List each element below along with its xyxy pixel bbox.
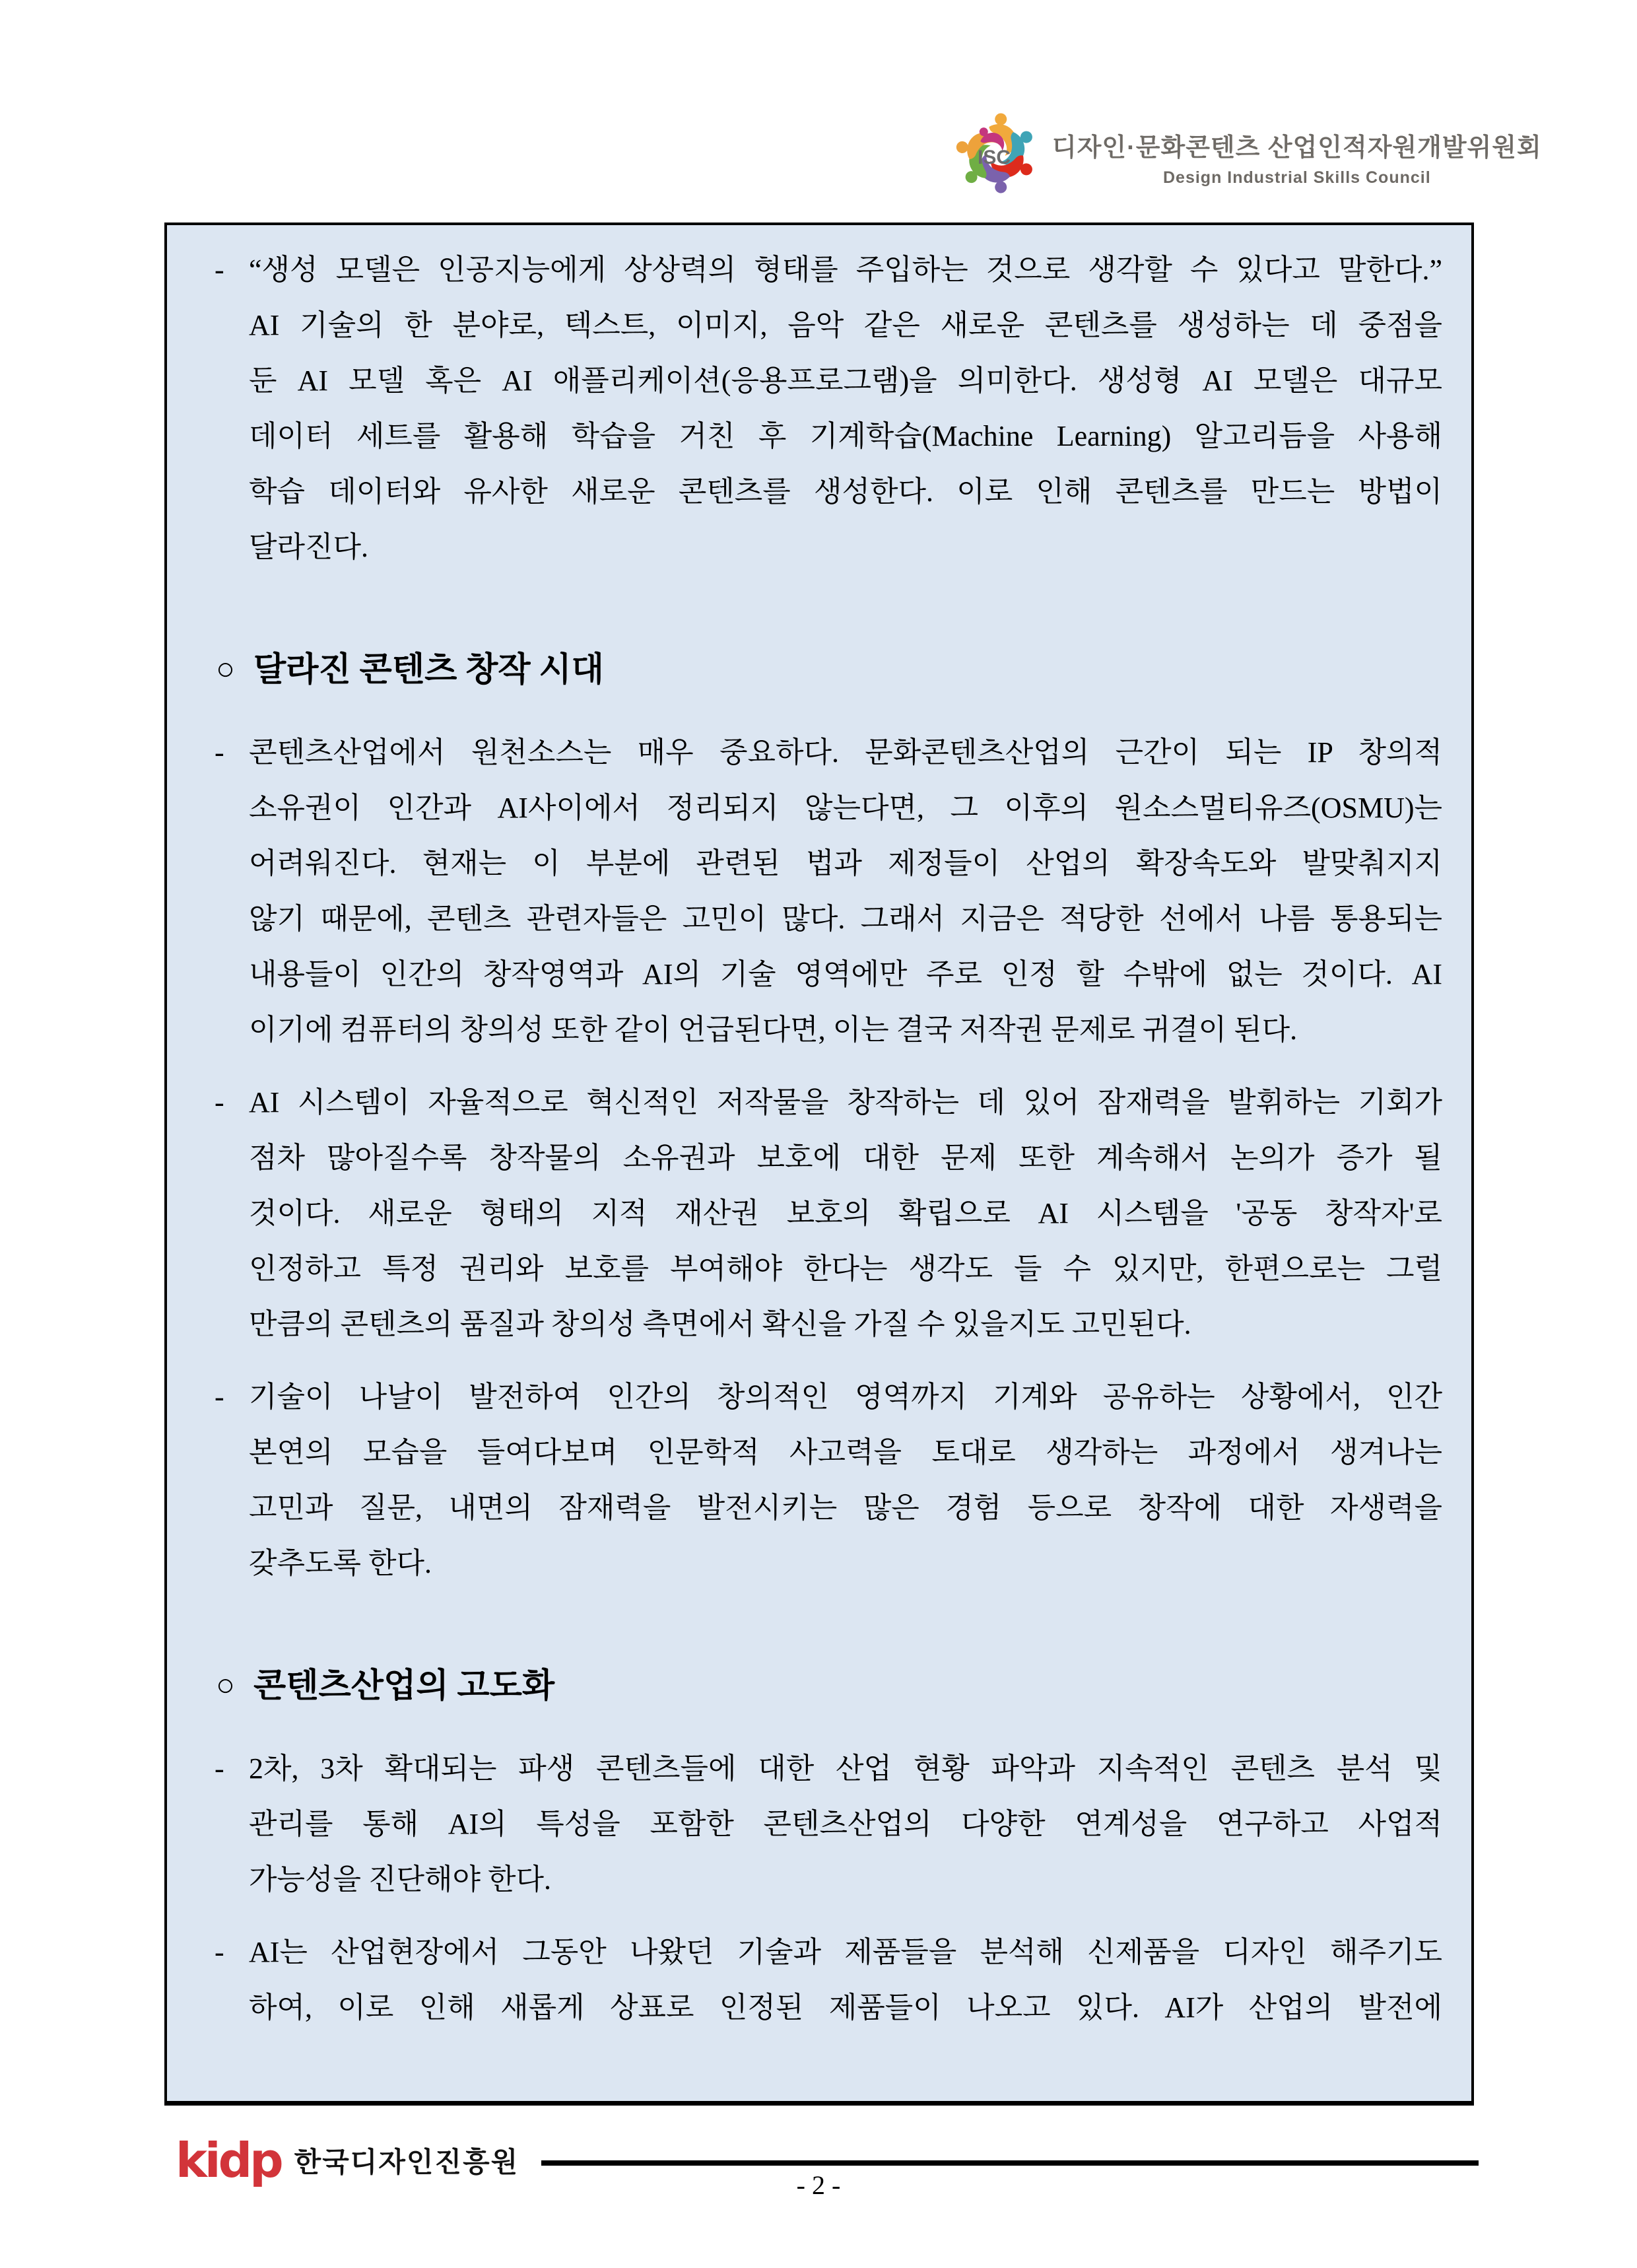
paragraph	[167, 1369, 1442, 1591]
org-subtitle: Design Industrial Skills Council	[1162, 168, 1431, 187]
text-line: 가능성을 진단해야 한다.	[249, 1863, 552, 1896]
dash-marker: -	[215, 254, 224, 286]
header	[948, 110, 1542, 197]
text-line: 데이터 세트를 활용해 학습을 거친 후 기계학습(Machine Learning) 알고리듬을 사용해	[249, 420, 1442, 452]
dash-marker: -	[215, 1381, 224, 1413]
text-line: 않기 때문에, 콘텐츠 관련자들은 고민이 많다. 그래서 지금은 적당한 선에서 나름 통용되는	[249, 903, 1442, 935]
text-line: 관리를 통해 AI의 특성을 포함한 콘텐츠산업의 다양한 연계성을 연구하고 사업적	[249, 1808, 1442, 1840]
text-line: 콘텐츠산업에서 원천소스는 매우 중요하다. 문화콘텐츠산업의 근간이 되는 IP 창의적	[249, 736, 1442, 769]
heading-bullet-icon: ○	[216, 652, 235, 687]
footer-divider-line	[541, 2160, 1479, 2166]
text-line: 하여, 이로 인해 새롭게 상표로 인정된 제품들이 나오고 있다. AI가 산업의 발전에	[249, 1991, 1442, 2024]
text-line: 것이다. 새로운 형태의 지적 재산권 보호의 확립으로 AI 시스템을 '공동 창작자'로	[249, 1197, 1442, 1229]
paragraph	[167, 1741, 1442, 1907]
kidp-logo: kidp	[176, 2133, 281, 2188]
text-line: 갖추도록 한다.	[249, 1547, 432, 1579]
text-line: 기술이 나날이 발전하여 인간의 창의적인 영역까지 기계와 공유하는 상황에서, 인간	[249, 1381, 1442, 1413]
text-line: 인정하고 특정 권리와 보호를 부여해야 한다는 생각도 들 수 있지만, 한편으로는 그럴	[249, 1253, 1442, 1285]
section-heading	[216, 642, 1442, 699]
content-box	[164, 223, 1474, 2106]
text-line: 어려워진다. 현재는 이 부분에 관련된 법과 제정들이 산업의 확장속도와 발맞춰지지	[249, 847, 1442, 879]
org-title: 디자인·문화콘텐츠 산업인적자원개발위원회	[1052, 134, 1542, 162]
paragraph	[167, 1075, 1442, 1352]
text-line: 이기에 컴퓨터의 창의성 또한 같이 언급된다면, 이는 결국 저작권 문제로 귀결이 된다.	[249, 1014, 1298, 1046]
paragraph	[167, 242, 1442, 575]
heading-text: 콘텐츠산업의 고도화	[253, 1668, 555, 1705]
paragraph	[167, 725, 1442, 1058]
text-line: 고민과 질문, 내면의 잠재력을 발전시키는 많은 경험 등으로 창작에 대한 자생력을	[249, 1492, 1442, 1524]
text-line: AI 기술의 한 분야로, 텍스트, 이미지, 음악 같은 새로운 콘텐츠를 생성하는 데 중점을	[249, 309, 1442, 341]
page-number: - 2 -	[796, 2170, 841, 2200]
text-line: 달라진다.	[249, 531, 369, 563]
isc-logo-text: ISC	[978, 147, 1011, 168]
dash-marker: -	[215, 1752, 224, 1785]
isc-logo	[948, 110, 1042, 197]
dash-marker: -	[215, 1086, 224, 1118]
heading-text: 달라진 콘텐츠 창작 시대	[253, 652, 604, 689]
dash-marker: -	[215, 736, 224, 769]
paragraph	[167, 1925, 1442, 2036]
document-blocks	[167, 242, 1442, 2036]
section-heading	[216, 1659, 1442, 1715]
text-line: 점차 많아질수록 창작물의 소유권과 보호에 대한 문제 또한 계속해서 논의가 증가 될	[249, 1142, 1442, 1174]
text-line: 본연의 모습을 들여다보며 인문학적 사고력을 토대로 생각하는 과정에서 생겨나는	[249, 1436, 1442, 1468]
text-line: 둔 AI 모델 혹은 AI 애플리케이션(응용프로그램)을 의미한다. 생성형 AI 모델은 대규모	[249, 364, 1442, 397]
text-line: 만큼의 콘텐츠의 품질과 창의성 측면에서 확신을 가질 수 있을지도 고민된다.	[249, 1308, 1191, 1340]
heading-bullet-icon: ○	[216, 1668, 235, 1703]
footer-org-name: 한국디자인진흥원	[294, 2147, 519, 2178]
text-line: 내용들이 인간의 창작영역과 AI의 기술 영역에만 주로 인정 할 수밖에 없는 것이다. AI	[249, 958, 1442, 990]
text-line: “생성 모델은 인공지능에게 상상력의 형태를 주입하는 것으로 생각할 수 있다고 말한다.”	[249, 254, 1442, 286]
dash-marker: -	[215, 1936, 224, 1968]
text-line: 학습 데이터와 유사한 새로운 콘텐츠를 생성한다. 이로 인해 콘텐츠를 만드는 방법이	[249, 475, 1442, 508]
text-line: 소유권이 인간과 AI사이에서 정리되지 않는다면, 그 이후의 원소스멀티유즈(OSMU)는	[249, 792, 1442, 824]
text-line: AI 시스템이 자율적으로 혁신적인 저작물을 창작하는 데 있어 잠재력을 발휘하는 기회가	[249, 1086, 1442, 1118]
text-line: AI는 산업현장에서 그동안 나왔던 기술과 제품들을 분석해 신제품을 디자인 해주기도	[249, 1936, 1442, 1968]
header-org-block	[1052, 127, 1542, 188]
text-line: 2차, 3차 확대되는 파생 콘텐츠들에 대한 산업 현황 파악과 지속적인 콘텐츠 분석 및	[249, 1752, 1443, 1785]
